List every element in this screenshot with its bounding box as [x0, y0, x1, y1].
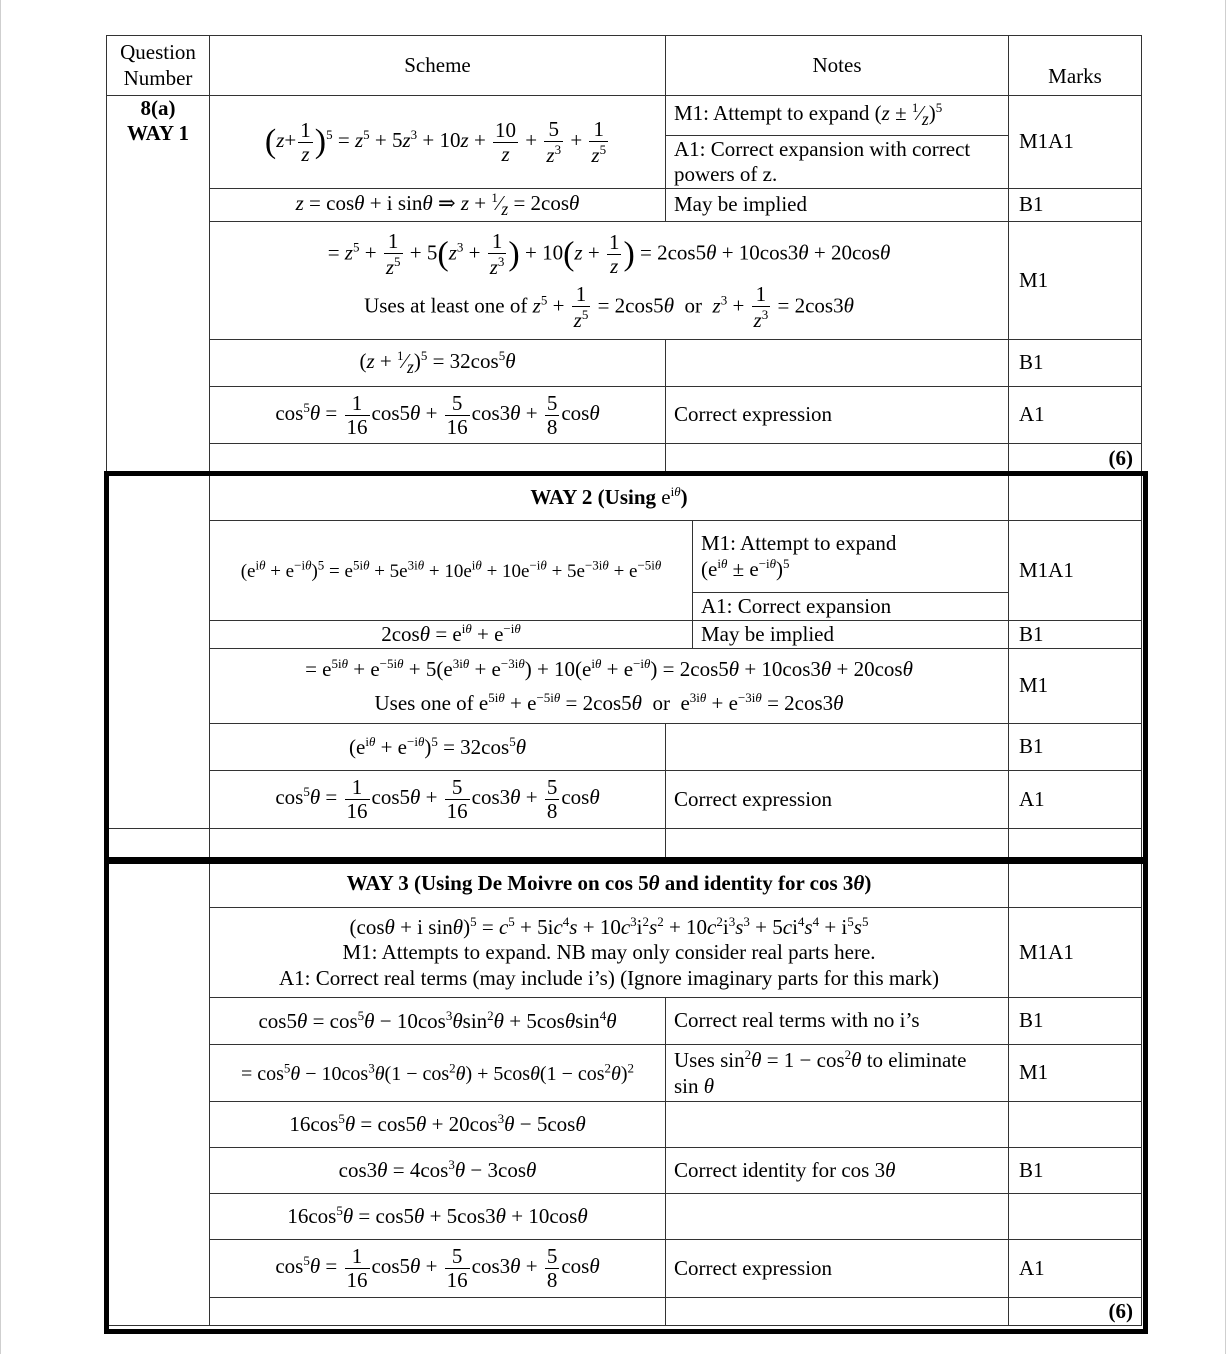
- way2-blank-row: [107, 829, 1142, 860]
- way2-row-2: [107, 621, 1142, 649]
- way2-expansion: $(e^{i\theta} + e^{-i\theta})^5 = e^{5i\theta} + 5e^{3i\theta} + 10e^{i\theta} + 10e^{-i\theta} + 5e^{-3i\theta} + e^{-5i\theta}$: [210, 521, 693, 621]
- way2-mark-2: B1: [1009, 621, 1142, 649]
- way1-total-blank: [210, 444, 666, 475]
- way1-mark-1: M1A1: [1009, 96, 1142, 189]
- way2-grouping-math: = $e^{5i\theta} + e^{-5i\theta} + 5(e^{3i\theta} + e^{-3i\theta}) + 10(e^{i\theta} + e^{-i\theta}) = 2\cos 5\theta + 10\cos 3\theta + 20\cos\theta$: [305, 655, 913, 681]
- way2-mark-1: M1A1: [1009, 521, 1142, 621]
- way2-mark-4: B1: [1009, 724, 1142, 771]
- way1-mark-3: M1: [1009, 222, 1142, 340]
- way3-mark-5: B1: [1009, 1148, 1142, 1194]
- header-scheme: Scheme: [210, 36, 666, 96]
- header-notes: Notes: [666, 36, 1009, 96]
- way3-row-5: [107, 1148, 1142, 1194]
- question-number-cell: [107, 96, 210, 475]
- way3-row-4: [107, 1102, 1142, 1148]
- way3-expansion: [210, 908, 1009, 998]
- way3-note-uses: Uses $\sin^2\theta = 1 - \cos^2\theta$ to eliminate sin θ: [666, 1045, 1009, 1102]
- way3-title-mark-blank: [1009, 860, 1142, 908]
- way3-16cos5-b: $16\cos^5\theta = \cos 5\theta + 5\cos 3\theta + 10\cos\theta$: [210, 1194, 666, 1240]
- way3-note-identity: Correct identity for cos 3θ: [666, 1148, 1009, 1194]
- way3-mark-3: M1: [1009, 1045, 1142, 1102]
- way3-note-empty-2: [666, 1194, 1009, 1240]
- way3-total-blank: [210, 1298, 666, 1326]
- way1-grouping-math: = $z^5$ + $\frac{1}{z^5}$ + $5(z^3$ + $\frac{1}{z^3}$ ) + 10(z + $\frac{1}{z}$ ) = 2cos5θ + 10cos3θ + 20cosθ: [327, 228, 891, 279]
- page-edge-left: [0, 0, 1, 1354]
- way3-note-empty-1: [666, 1102, 1009, 1148]
- way2-question-blank: [107, 475, 210, 829]
- question-part: 8(a): [140, 96, 176, 120]
- way1-mark-5: A1: [1009, 387, 1142, 444]
- way3-title: WAY 3 (Using De Moivre on cos 5θ and identity for cos 3θ): [210, 860, 1009, 908]
- way1-power-identity: $(z + ^1⁄_z)^5 = 32\cos^5\theta$: [210, 340, 666, 387]
- header-question-number: Question Number: [107, 36, 210, 96]
- way1-row-5: [107, 387, 1142, 444]
- way3-mark-empty-1: [1009, 1102, 1142, 1148]
- way3-m1-note: M1: Attempts to expand. NB may only consider real parts here.: [342, 940, 876, 965]
- way1-total: (6): [1009, 444, 1142, 475]
- way3-16cos5-a: $16\cos^5\theta = \cos 5\theta + 20\cos^3\theta - 5\cos\theta$: [210, 1102, 666, 1148]
- way1-row-4: [107, 340, 1142, 387]
- way1-expansion-math: (z+ $\frac{1}{z}$ )$^5 = z^5 + 5z^3 + 10z$ + $\frac{10}{z}$ + $\frac{5}{z^3}$ + $\frac{1}{z^5}$: [264, 116, 607, 167]
- way1-final-expression: $\cos^5\theta$ = $\frac{1}{16}$ cos5θ + $\frac{5}{16}$ cos3θ + $\frac{5}{8}$ cosθ: [210, 387, 666, 444]
- way1-mark-4: B1: [1009, 340, 1142, 387]
- way2-note-empty: [666, 724, 1009, 771]
- way3-expansion-math: (cosθ + i $\sin\theta)^5 = c^5 + 5ic^4s + 10c^3i^2s^2 + 10c^2i^3s^3 + 5ci^4s^4 + i^5s^5$: [349, 914, 869, 940]
- way2-row-5: [107, 771, 1142, 829]
- way1-row-1: [107, 96, 1142, 136]
- way2-blank-q: [107, 829, 210, 860]
- way2-title-row: [107, 475, 1142, 521]
- way3-final-expression: $\cos^5\theta$ = $\frac{1}{16}$ cos5θ + $\frac{5}{16}$ cos3θ + $\frac{5}{8}$ cosθ: [210, 1240, 666, 1298]
- way1-substitution: z = cosθ + i sinθ ⇒ $z + ^1⁄_z = 2\cos\theta$: [210, 189, 666, 222]
- way2-final-expression: $\cos^5\theta$ = $\frac{1}{16}$ cos5θ + $\frac{5}{16}$ cos3θ + $\frac{5}{8}$ cosθ: [210, 771, 666, 829]
- way3-total: (6): [1009, 1298, 1142, 1326]
- way2-mark-5: A1: [1009, 771, 1142, 829]
- way2-blank-scheme: [210, 829, 666, 860]
- way2-blank-marks: [1009, 829, 1142, 860]
- way2-blank-notes: [666, 829, 1009, 860]
- way3-mark-2: B1: [1009, 998, 1142, 1045]
- way3-total-notes-blank: [666, 1298, 1009, 1326]
- way2-note-a1: A1: Correct expansion: [693, 593, 1009, 621]
- way3-total-row: [107, 1298, 1142, 1326]
- header-row: [107, 36, 1142, 96]
- way2-title-mark-blank: [1009, 475, 1142, 521]
- way3-mark-7: A1: [1009, 1240, 1142, 1298]
- way3-a1-note: A1: Correct real terms (may include i’s) (Ignore imaginary parts for this mark): [278, 965, 940, 990]
- way3-mark-empty-2: [1009, 1194, 1142, 1240]
- header-marks: Marks: [1009, 36, 1142, 96]
- way1-uses-text: Uses at least one of: [364, 292, 528, 317]
- way3-note-real: Correct real terms with no i’s: [666, 998, 1009, 1045]
- way1-row-3: [107, 222, 1142, 340]
- way2-uses-text: Uses one of: [374, 691, 474, 715]
- way2-row-3: [107, 649, 1142, 724]
- way1-total-row: [107, 444, 1142, 475]
- way1-mark-2: B1: [1009, 189, 1142, 222]
- way3-question-blank: [107, 860, 210, 1326]
- way1-note-empty: [666, 340, 1009, 387]
- way3-note-correct: Correct expression: [666, 1240, 1009, 1298]
- way2-row-1: [107, 521, 1142, 593]
- way1-expansion: [210, 96, 666, 189]
- way2-title: WAY 2 (Using $e^{i\theta}$): [210, 475, 1009, 521]
- way3-mark-1: M1A1: [1009, 908, 1142, 998]
- way1-grouping: [210, 222, 1009, 340]
- way2-uses-line: Uses one of $e^{5i\theta} + e^{-5i\theta} = 2\cos 5\theta$ or $e^{3i\theta} + e^{-3i\theta} = 2\cos 3\theta$: [374, 690, 844, 715]
- way3-row-3: [107, 1045, 1142, 1102]
- way3-cos3-identity: $\cos 3\theta = 4\cos^3\theta - 3\cos\theta$: [210, 1148, 666, 1194]
- way1-label: WAY 1: [126, 121, 190, 146]
- way3-substituted: = $\cos^5\theta - 10\cos^3\theta(1 - \cos^2\theta) + 5\cos\theta(1 - \cos^2\theta)^2$: [210, 1045, 666, 1102]
- way3-row-6: [107, 1194, 1142, 1240]
- way3-row-7: [107, 1240, 1142, 1298]
- way1-note-m1: M1: Attempt to expand $(z \pm ^1⁄_z)^5$: [666, 96, 1009, 136]
- way2-cos-identity: $2\cos\theta = e^{i\theta} + e^{-i\theta}$: [210, 621, 693, 649]
- way1-note-implied: May be implied: [666, 189, 1009, 222]
- way1-note-correct: Correct expression: [666, 387, 1009, 444]
- mark-scheme-table: [106, 35, 1142, 1326]
- way2-row-4: [107, 724, 1142, 771]
- way2-mark-3: M1: [1009, 649, 1142, 724]
- way2-note-implied: May be implied: [693, 621, 1009, 649]
- way2-note-m1: M1: Attempt to expand $(e^{i\theta} \pm e^{-i\theta})^5$: [693, 521, 1009, 593]
- way3-row-2: [107, 998, 1142, 1045]
- way3-real-terms: $\cos 5\theta = \cos^5\theta - 10\cos^3\theta\sin^2\theta + 5\cos\theta\sin^4\theta$: [210, 998, 666, 1045]
- way2-grouping: [210, 649, 1009, 724]
- way1-total-notes-blank: [666, 444, 1009, 475]
- way1-row-2: [107, 189, 1142, 222]
- way2-note-correct: Correct expression: [666, 771, 1009, 829]
- way3-row-1: [107, 908, 1142, 998]
- way2-power-identity: $(e^{i\theta} + e^{-i\theta})^5 = 32\cos^5\theta$: [210, 724, 666, 771]
- way1-uses-line: Uses at least one of $z^5$ + $\frac{1}{z^5}$ = 2cos5θ or $z^3$ + $\frac{1}{z^3}$ = 2cos3θ: [364, 281, 854, 332]
- way1-note-a1: A1: Correct expansion with correct powers of z.: [666, 136, 1009, 189]
- way3-title-row: [107, 860, 1142, 908]
